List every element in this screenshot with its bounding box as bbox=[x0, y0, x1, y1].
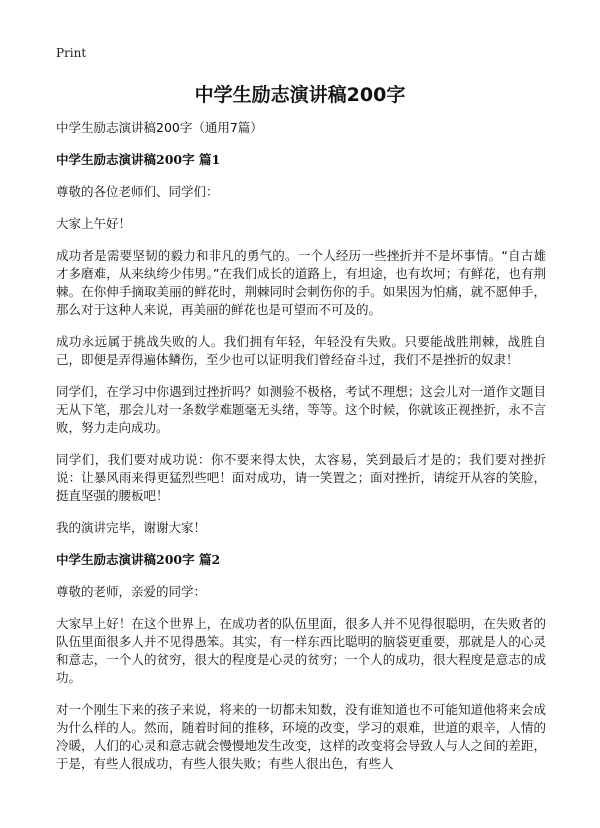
paragraph: 同学们，在学习中你遇到过挫折吗？如测验不极格，考试不理想；这会儿对一道作文题目无从下笔，那会儿对一条数学难题毫无头绪，等等。这个时候，你就该正视挫折，永不言败，努力走向成功。 bbox=[56, 384, 546, 435]
paragraph: 尊敬的各位老师们、同学们： bbox=[56, 184, 219, 199]
print-label[interactable]: Print bbox=[56, 46, 87, 60]
paragraph: 我的演讲完毕，谢谢大家！ bbox=[56, 520, 207, 535]
paragraph: 成功者是需要坚韧的毅力和非凡的勇气的。一个人经历一些挫折并不是坏事情。“自古雄才多磨难，从来纨绔少伟男。”在我们成长的道路上，有坦途，也有坎坷；有鲜花，也有荆棘。在你伸手摘取美丽的鲜花时，荆棘同时会刺伤你的手。如果因为怕痛，就不愿伸手，那么对于这种人来说，再美丽的鲜花也是可望而不可及的。 bbox=[56, 248, 546, 317]
paragraph: 尊敬的老师，亲爱的同学： bbox=[56, 584, 207, 599]
paragraph: 成功永远属于挑战失败的人。我们拥有年轻，年轻没有失败。只要能战胜荆棘，战胜自己，即便是弄得遍体鳞伤，至少也可以证明我们曾经奋斗过，我们不是挫折的奴隶！ bbox=[56, 334, 546, 367]
paragraph: 对一个刚生下来的孩子来说，将来的一切都未知数，没有谁知道也不可能知道他将来会成为什么样的人。然而，随着时间的推移，环境的改变，学习的艰难，世道的艰辛，人情的冷暖，人们的心灵和意志就会慢慢地发生改变，这样的改变将会导致人与人之间的差距，于是，有些人很成功，有些人很失败；有些人很出色，有些人 bbox=[56, 702, 546, 771]
paragraph: 大家早上好！在这个世界上，在成功者的队伍里面，很多人并不见得很聪明，在失败者的队伍里面很多人并不见得愚笨。其实，有一样东西比聪明的脑袋更重要，那就是人的心灵和意志，一个人的贫穷，很大的程度是心灵的贫穷；一个人的成功，很大程度是意志的成功。 bbox=[56, 616, 546, 685]
section-2 bbox=[56, 551, 546, 773]
paragraph: 大家上午好！ bbox=[56, 216, 132, 231]
paragraph: 同学们，我们要对成功说：你不要来得太快，太容易，笑到最后才是的；我们要对挫折说：让暴风雨来得更猛烈些吧！面对成功，请一笑置之；面对挫折，请绽开从容的笑脸，挺直坚强的腰板吧！ bbox=[56, 452, 546, 503]
section-1 bbox=[56, 151, 546, 537]
page-title: 中学生励志演讲稿200字 bbox=[194, 84, 406, 106]
section-heading: 中学生励志演讲稿200字 篇1 bbox=[56, 152, 221, 167]
document-subtitle: 中学生励志演讲稿200字（通用7篇） bbox=[56, 120, 263, 135]
document-body bbox=[56, 119, 546, 787]
section-heading: 中学生励志演讲稿200字 篇2 bbox=[56, 552, 221, 567]
